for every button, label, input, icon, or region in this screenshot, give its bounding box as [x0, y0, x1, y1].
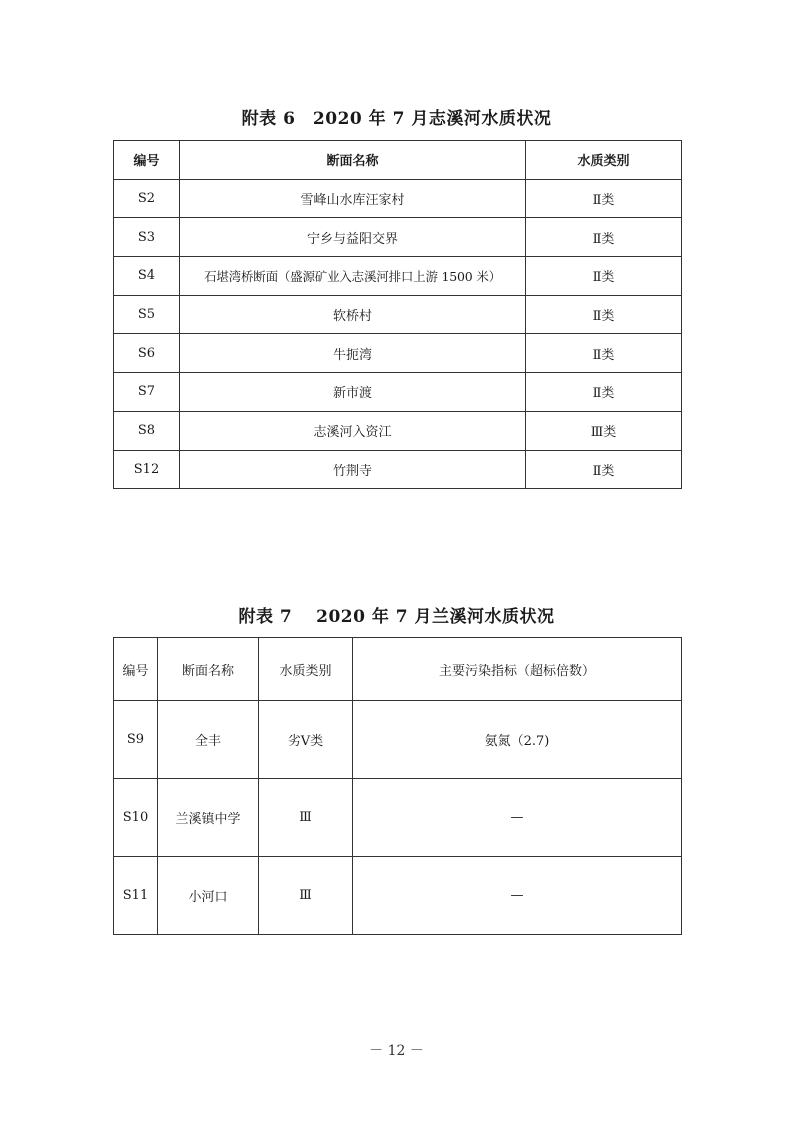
cell-section-name: 雪峰山水库汪家村 — [180, 179, 526, 218]
cell-section-name: 全丰 — [158, 701, 259, 779]
table-row — [114, 257, 682, 296]
cell-id: S10 — [114, 779, 158, 857]
cell-id: S11 — [114, 857, 158, 935]
cell-water-class: Ⅲ — [259, 779, 353, 857]
cell-main-pollutant: — — [353, 779, 682, 857]
water-quality-table-lanxi — [113, 637, 682, 935]
cell-id: S8 — [114, 411, 180, 450]
cell-section-name: 竹荆寺 — [180, 450, 526, 489]
cell-water-class: Ⅱ类 — [526, 450, 682, 489]
cell-water-class: Ⅱ类 — [526, 373, 682, 412]
header-section-name: 断面名称 — [180, 141, 526, 180]
cell-section-name: 牛扼湾 — [180, 334, 526, 373]
header-id: 编号 — [114, 638, 158, 701]
cell-main-pollutant: — — [353, 857, 682, 935]
cell-id: S7 — [114, 373, 180, 412]
cell-section-name: 新市渡 — [180, 373, 526, 412]
cell-water-class: Ⅲ类 — [526, 411, 682, 450]
table-row — [114, 218, 682, 257]
table-row — [114, 179, 682, 218]
header-id: 编号 — [114, 141, 180, 180]
cell-id: S2 — [114, 179, 180, 218]
header-section-name: 断面名称 — [158, 638, 259, 701]
cell-id: S5 — [114, 295, 180, 334]
cell-water-class: Ⅱ类 — [526, 334, 682, 373]
cell-id: S9 — [114, 701, 158, 779]
table-header-row — [114, 141, 682, 180]
cell-section-name: 兰溪镇中学 — [158, 779, 259, 857]
cell-water-class: Ⅲ — [259, 857, 353, 935]
cell-section-name: 石堪湾桥断面（盛源矿业入志溪河排口上游 1500 米） — [180, 257, 526, 296]
cell-id: S6 — [114, 334, 180, 373]
cell-water-class: Ⅱ类 — [526, 295, 682, 334]
table-row — [114, 701, 682, 779]
table-row — [114, 857, 682, 935]
table-row — [114, 373, 682, 412]
cell-section-name: 宁乡与益阳交界 — [180, 218, 526, 257]
table7-title: 附表 7 2020 年 7 月兰溪河水质状况 — [238, 607, 555, 627]
cell-section-name: 软桥村 — [180, 295, 526, 334]
cell-water-class: Ⅱ类 — [526, 179, 682, 218]
header-water-class: 水质类别 — [259, 638, 353, 701]
table-row — [114, 779, 682, 857]
table-row — [114, 411, 682, 450]
header-water-class: 水质类别 — [526, 141, 682, 180]
cell-water-class: Ⅱ类 — [526, 218, 682, 257]
cell-id: S12 — [114, 450, 180, 489]
cell-water-class: Ⅱ类 — [526, 257, 682, 296]
page-number: － 12 － — [369, 1043, 424, 1059]
table-row — [114, 334, 682, 373]
cell-section-name: 小河口 — [158, 857, 259, 935]
cell-id: S4 — [114, 257, 180, 296]
table-row — [114, 295, 682, 334]
cell-main-pollutant: 氨氮（2.7) — [353, 701, 682, 779]
table-header-row — [114, 638, 682, 701]
header-main-pollutant: 主要污染指标（超标倍数） — [353, 638, 682, 701]
cell-section-name: 志溪河入资江 — [180, 411, 526, 450]
water-quality-table-zhixi — [113, 140, 682, 489]
table-row — [114, 450, 682, 489]
table6-title: 附表 6 2020 年 7 月志溪河水质状况 — [241, 109, 552, 129]
cell-water-class: 劣Ⅴ类 — [259, 701, 353, 779]
cell-id: S3 — [114, 218, 180, 257]
